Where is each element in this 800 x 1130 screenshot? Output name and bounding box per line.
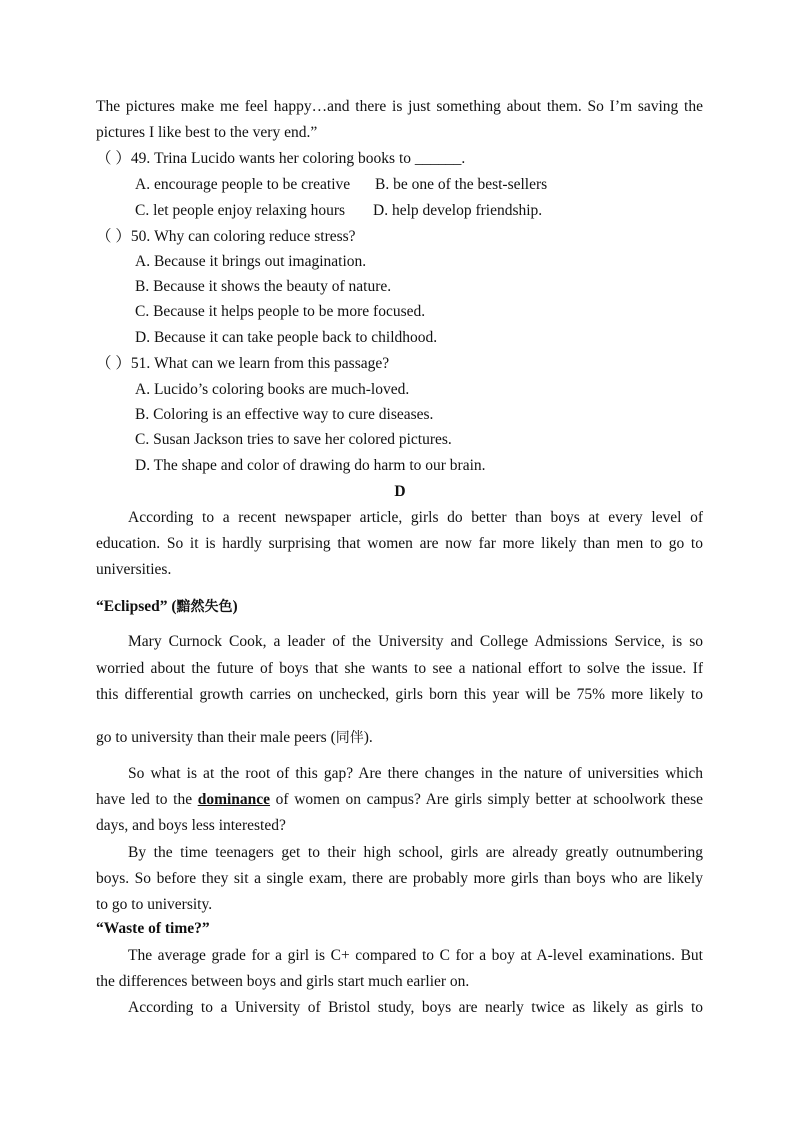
passage-d-p3-line-2: have led to the dominance of women on campus? Are girls simply better at schoolwork these [96, 791, 703, 808]
option-c: C. let people enjoy relaxing hours [135, 202, 346, 219]
option-c: C. Because it helps people to be more focused. [135, 303, 426, 320]
keyword-dominance: dominance [197, 791, 271, 808]
answer-bracket[interactable]: （ ） [96, 355, 131, 372]
passage-d-p2-line-3: this differential growth carries on unchecked, girls born this year will be 75% more likely to [96, 686, 703, 703]
question-49-options-row-1 [135, 175, 548, 195]
section-heading-waste-of-time: “Waste of time?” [96, 920, 210, 937]
option-c: C. Susan Jackson tries to save her colored pictures. [135, 431, 452, 448]
passage-d-p4-line-1: By the time teenagers get to their high school, girls are already greatly outnumbering [128, 844, 703, 861]
question-stem: 51. What can we learn from this passage? [130, 355, 390, 372]
question-stem: 50. Why can coloring reduce stress? [130, 228, 356, 245]
passage-d-p3-line-1: So what is at the root of this gap? Are there changes in the nature of universities which [128, 765, 703, 782]
passage-d-p5-line-1: The average grade for a girl is C+ compared to C for a boy at A-level examinations. But [128, 947, 703, 964]
question-stem: 49. Trina Lucido wants her coloring books to ______. [130, 150, 466, 167]
section-heading-eclipsed: “Eclipsed” (黯然失色) [96, 598, 238, 615]
passage-d-label: D [394, 483, 406, 500]
passage-d-p1-line-1: According to a recent newspaper article, girls do better than boys at every level of [128, 509, 703, 526]
question-51 [96, 354, 389, 374]
option-b: B. Because it shows the beauty of nature. [135, 278, 392, 295]
option-a: A. Lucido’s coloring books are much-loved. [135, 381, 410, 398]
answer-bracket[interactable]: （ ） [96, 228, 131, 245]
passage-d-p5-line-2: the differences between boys and girls start much earlier on. [96, 973, 470, 990]
option-b: B. Coloring is an effective way to cure diseases. [135, 406, 434, 423]
option-d: D. Because it can take people back to childhood. [135, 329, 438, 346]
passage-d-p1-line-2: education. So it is hardly surprising that women are now far more likely than men to go to [96, 535, 703, 552]
passage-d-p1-line-3: universities. [96, 561, 172, 578]
question-49-options-row-2 [135, 201, 543, 221]
passage-d-p2-line-2: worried about the future of boys that she wants to see a national effort to solve the issue. If [96, 660, 703, 677]
passage-d-p6-line-1: According to a University of Bristol study, boys are nearly twice as likely as girls to [128, 999, 703, 1016]
passage-d-p3-line-3: days, and boys less interested? [96, 817, 286, 834]
option-a: A. encourage people to be creative [135, 176, 351, 193]
option-b: B. be one of the best-sellers [375, 176, 548, 193]
question-49 [96, 149, 465, 169]
passage-d-p4-line-2: boys. So before they sit a single exam, there are probably more girls than boys who are likely [96, 870, 703, 887]
question-50 [96, 227, 356, 247]
option-a: A. Because it brings out imagination. [135, 253, 367, 270]
passage-c-line-1: The pictures make me feel happy…and there is just something about them. So I’m saving the [96, 98, 703, 115]
passage-c-line-2: pictures I like best to the very end.” [96, 124, 318, 141]
option-d: D. The shape and color of drawing do harm to our brain. [135, 457, 486, 474]
passage-d-p4-line-3: to go to university. [96, 896, 213, 913]
option-d: D. help develop friendship. [373, 202, 543, 219]
passage-d-p2-line-4: go to university than their male peers (同伴). [96, 729, 373, 746]
answer-bracket[interactable]: （ ） [96, 150, 131, 167]
passage-d-p2-line-1: Mary Curnock Cook, a leader of the University and College Admissions Service, is so [128, 633, 703, 650]
